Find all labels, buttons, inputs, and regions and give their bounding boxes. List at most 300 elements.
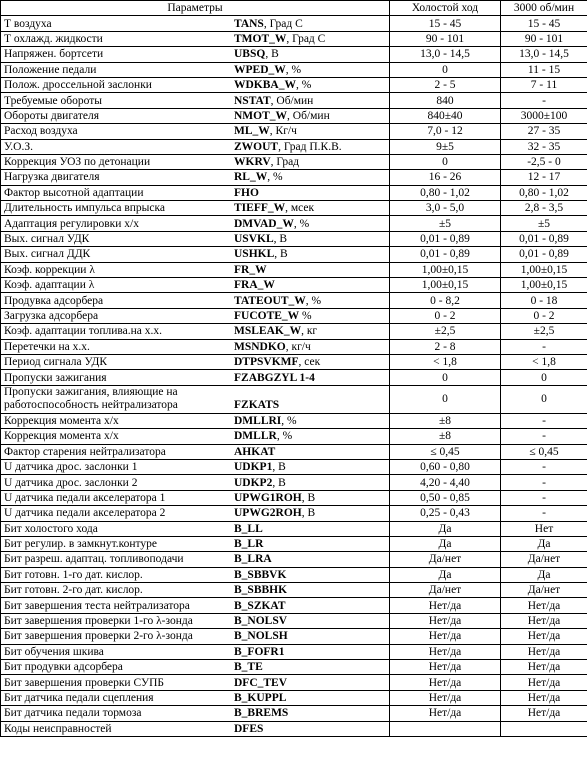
parameter-name	[4, 645, 386, 659]
idle-value: 0	[390, 154, 501, 169]
idle-value: Нет/да	[390, 598, 501, 613]
idle-value: 16 - 26	[390, 170, 501, 185]
parameter-code-block	[234, 371, 315, 385]
parameter-description: Нагрузка двигателя	[4, 171, 100, 184]
parameter-unit: %	[299, 310, 312, 322]
rpm3000-value: Нет/да	[501, 598, 587, 613]
parameter-name	[4, 32, 386, 46]
rpm3000-value: 13,0 - 14,5	[501, 47, 587, 62]
table-row	[1, 124, 587, 139]
parameter-name	[4, 140, 386, 154]
parameter-description: U датчика дрос. заслонки 2	[4, 476, 138, 489]
parameter-unit: , кг	[301, 325, 318, 338]
idle-value: 0,80 - 1,02	[390, 185, 501, 200]
parameter-description: Пропуски зажигания	[4, 371, 107, 384]
parameter-cell	[1, 47, 390, 62]
parameter-unit: , Град С	[286, 32, 326, 45]
parameter-name	[4, 537, 386, 551]
table-row	[1, 77, 587, 92]
parameter-unit: , %	[285, 63, 302, 76]
parameter-code: NMOT_W	[234, 109, 288, 122]
rpm3000-value: 1,00±0,15	[501, 262, 587, 277]
parameter-code: USHKL	[234, 248, 275, 261]
idle-value: Нет/да	[390, 690, 501, 705]
idle-value: 0 - 2	[390, 308, 501, 323]
parameter-name	[4, 522, 386, 536]
parameter-cell	[1, 490, 390, 505]
parameter-name	[4, 263, 386, 277]
parameter-name	[4, 445, 386, 459]
parameter-code-block	[234, 355, 320, 369]
parameter-code-block	[234, 63, 301, 77]
table-row	[1, 31, 587, 46]
idle-value: 840	[390, 93, 501, 108]
parameter-code-block	[234, 660, 263, 674]
parameter-cell	[1, 293, 390, 308]
parameter-code-block	[234, 17, 303, 31]
header-idle: Холостой ход	[390, 1, 501, 16]
parameter-description: Положение педали	[4, 63, 97, 76]
idle-value: 0	[390, 370, 501, 385]
parameter-code: B_NOLSH	[234, 630, 288, 643]
parameter-code-block	[234, 645, 284, 659]
rpm3000-value: 3000±100	[501, 108, 587, 123]
parameter-cell	[1, 721, 390, 736]
table-row	[1, 231, 587, 246]
parameter-name	[4, 186, 386, 200]
rpm3000-value: Нет/да	[501, 690, 587, 705]
header-parameters: Параметры	[1, 1, 390, 16]
parameter-description: Загрузка адсорбера	[4, 310, 99, 322]
parameter-cell	[1, 429, 390, 444]
parameter-cell	[1, 124, 390, 139]
idle-value: Да	[390, 521, 501, 536]
parameter-code-block	[234, 324, 317, 338]
parameter-description: У.О.З.	[4, 140, 33, 153]
parameter-code-block	[234, 691, 286, 705]
parameter-code: TANS	[234, 17, 264, 30]
parameter-code-block	[234, 568, 286, 582]
idle-value: 2 - 8	[390, 339, 501, 354]
rpm3000-value: -	[501, 93, 587, 108]
table-row	[1, 552, 587, 567]
parameter-description: Бит регулир. в замкнут.контуре	[4, 538, 158, 551]
parameter-unit: , мсек	[285, 202, 315, 215]
parameter-code: MSNDKO	[234, 340, 286, 353]
table-row	[1, 490, 587, 505]
rpm3000-value: Нет/да	[501, 675, 587, 690]
table-row	[1, 170, 587, 185]
parameter-description: Бит готовн. 1-го дат. кислор.	[4, 568, 143, 581]
parameter-code-block	[234, 506, 315, 520]
parameter-code: FHO	[234, 186, 259, 199]
parameter-unit: , В	[274, 248, 288, 261]
parameter-description: Бит датчика педали сцепления	[4, 691, 154, 704]
parameter-code-block	[234, 522, 263, 536]
parameter-cell	[1, 660, 390, 675]
table-row	[1, 201, 587, 216]
parameter-description: Перетечки на х.х.	[4, 340, 90, 353]
parameter-code-block	[234, 614, 287, 628]
idle-value: Нет/да	[390, 706, 501, 721]
parameter-code: DMLLRI	[234, 414, 282, 427]
rpm3000-value: 0,01 - 0,89	[501, 247, 587, 262]
table-row	[1, 536, 587, 551]
rpm3000-value: Нет/да	[501, 644, 587, 659]
parameter-name	[4, 170, 386, 184]
parameter-description: Длительность импульса впрыска	[4, 202, 166, 215]
table-row	[1, 721, 587, 736]
idle-value: ±8	[390, 429, 501, 444]
parameter-code: FRA_W	[234, 279, 275, 292]
parameter-code: UPWG2ROH	[234, 507, 302, 520]
rpm3000-value: 0	[501, 385, 587, 413]
parameter-code: UDKP2	[234, 476, 273, 489]
table-row	[1, 675, 587, 690]
parameter-code-block	[234, 186, 259, 200]
parameter-cell	[1, 706, 390, 721]
parameter-name	[4, 201, 386, 215]
parameter-name	[4, 232, 386, 246]
table-row	[1, 185, 587, 200]
rpm3000-value	[501, 721, 587, 736]
parameter-code-block	[234, 109, 330, 123]
parameter-unit: , Об/мин	[270, 94, 314, 107]
table-row	[1, 475, 587, 490]
parameter-code-block	[234, 429, 292, 443]
parameter-cell	[1, 339, 390, 354]
idle-value: < 1,8	[390, 354, 501, 369]
table-row	[1, 308, 587, 323]
parameter-name	[4, 429, 386, 443]
parameter-name	[4, 386, 386, 412]
rpm3000-value: Да/нет	[501, 552, 587, 567]
parameter-description: Вых. сигнал ДДК	[4, 248, 91, 261]
parameter-code-block	[234, 247, 288, 261]
parameter-code-block	[234, 217, 309, 231]
table-row	[1, 459, 587, 474]
parameter-description: Бит завершения проверки 1-го λ-зонда	[4, 615, 193, 628]
parameter-name	[4, 17, 386, 31]
rpm3000-value: 90 - 101	[501, 31, 587, 46]
parameter-name	[4, 506, 386, 520]
parameter-code: B_NOLSV	[234, 615, 288, 628]
parameter-name	[4, 247, 386, 261]
idle-value: 4,20 - 4,40	[390, 475, 501, 490]
idle-value: Нет/да	[390, 644, 501, 659]
parameter-cell	[1, 77, 390, 92]
parameter-name	[4, 722, 386, 736]
parameter-code: B_LL	[234, 522, 263, 535]
idle-value: 13,0 - 14,5	[390, 47, 501, 62]
parameter-code-block	[234, 263, 267, 277]
parameter-unit: , %	[281, 414, 297, 427]
table-row	[1, 690, 587, 705]
parameter-code: FUCOTE_W	[234, 310, 300, 322]
table-row	[1, 62, 587, 77]
parameter-code-block	[234, 278, 275, 292]
idle-value: Нет/да	[390, 613, 501, 628]
table-row	[1, 583, 587, 598]
table-row	[1, 93, 587, 108]
rpm3000-value: -	[501, 413, 587, 428]
parameter-name	[4, 340, 386, 354]
parameter-code: UDKP1	[234, 461, 273, 474]
rpm3000-value: Нет/да	[501, 706, 587, 721]
table-row	[1, 413, 587, 428]
parameter-code-block	[234, 294, 321, 308]
idle-value: 0,01 - 0,89	[390, 231, 501, 246]
parameter-description: Обороты двигателя	[4, 109, 99, 122]
table-row	[1, 613, 587, 628]
parameter-name	[4, 371, 386, 385]
table-row	[1, 354, 587, 369]
parameter-unit: , %	[305, 294, 322, 307]
idle-value: Нет/да	[390, 629, 501, 644]
parameter-description: Т воздуха	[4, 17, 52, 30]
parameter-cell	[1, 170, 390, 185]
parameter-cell	[1, 108, 390, 123]
table-row	[1, 629, 587, 644]
idle-value: 0 - 8,2	[390, 293, 501, 308]
parameter-unit: , сек	[298, 356, 321, 369]
rpm3000-value: 1,00±0,15	[501, 278, 587, 293]
parameter-code: USVKL	[234, 233, 274, 246]
parameter-code-block	[234, 155, 299, 169]
idle-value: 0,60 - 0,80	[390, 459, 501, 474]
parameter-code-block	[234, 201, 314, 215]
parameter-cell	[1, 613, 390, 628]
parameter-code: B_SBBHK	[234, 584, 288, 597]
idle-value: 9±5	[390, 139, 501, 154]
parameter-unit: , %	[295, 79, 312, 92]
parameter-code-block	[234, 629, 288, 643]
parameter-description: Коррекция момента х/х	[4, 414, 119, 427]
parameter-code: UBSQ	[234, 48, 266, 61]
parameter-name	[4, 676, 386, 690]
parameter-code: FZABGZYL 1-4	[234, 371, 315, 384]
rpm3000-value: 32 - 35	[501, 139, 587, 154]
parameter-name	[4, 124, 386, 138]
parameter-unit: , %	[267, 171, 283, 184]
parameter-cell	[1, 475, 390, 490]
table-row	[1, 660, 587, 675]
parameter-code: RL_W	[234, 171, 268, 184]
parameter-code-block	[234, 399, 279, 412]
parameter-description: Бит обучения шкива	[4, 645, 104, 658]
rpm3000-value: 12 - 17	[501, 170, 587, 185]
rpm3000-value: 2,8 - 3,5	[501, 201, 587, 216]
parameter-cell	[1, 370, 390, 385]
parameter-name	[4, 583, 386, 597]
parameter-cell	[1, 185, 390, 200]
parameter-description: Бит продувки адсорбера	[4, 661, 123, 674]
parameter-description: Напряжен. бортсети	[4, 48, 104, 61]
parameter-cell	[1, 16, 390, 31]
parameter-cell	[1, 139, 390, 154]
parameter-cell	[1, 324, 390, 339]
rpm3000-value: -	[501, 429, 587, 444]
idle-value: 1,00±0,15	[390, 262, 501, 277]
parameter-cell	[1, 247, 390, 262]
rpm3000-value: 0,01 - 0,89	[501, 231, 587, 246]
parameter-name	[4, 94, 386, 108]
parameter-cell	[1, 444, 390, 459]
parameter-name	[4, 660, 386, 674]
parameter-unit: , В	[301, 491, 316, 504]
parameter-description: Продувка адсорбера	[4, 294, 104, 307]
parameter-code: FZKATS	[234, 399, 280, 412]
parameter-name	[4, 278, 386, 292]
parameter-name	[4, 629, 386, 643]
parameter-name	[4, 552, 386, 566]
parameter-code-block	[234, 78, 311, 92]
parameter-code-block	[234, 124, 297, 138]
parameter-code-block	[234, 94, 313, 108]
table-row	[1, 108, 587, 123]
parameter-description: Бит завершения проверки 2-го λ-зонда	[4, 630, 193, 643]
parameter-unit: , В	[265, 48, 279, 61]
rpm3000-value: 27 - 35	[501, 124, 587, 139]
parameter-name	[4, 217, 386, 231]
idle-value: ±8	[390, 413, 501, 428]
parameter-code-block	[234, 340, 311, 354]
parameter-cell	[1, 598, 390, 613]
table-header-row	[1, 1, 587, 16]
table-row	[1, 444, 587, 459]
parameter-code-block	[234, 170, 283, 184]
rpm3000-value: -	[501, 475, 587, 490]
parameter-code-block	[234, 599, 286, 613]
table-row	[1, 16, 587, 31]
parameter-cell	[1, 31, 390, 46]
parameter-code: B_SZKAT	[234, 599, 286, 612]
parameter-cell	[1, 93, 390, 108]
parameter-code-block	[234, 676, 287, 690]
parameter-name	[4, 691, 386, 705]
rpm3000-value: ≤ 0,45	[501, 444, 587, 459]
table-row	[1, 506, 587, 521]
rpm3000-value: 11 - 15	[501, 62, 587, 77]
table-row	[1, 567, 587, 582]
parameter-description: U датчика педали акселератора 1	[4, 491, 166, 504]
idle-value: 15 - 45	[390, 16, 501, 31]
table-row	[1, 339, 587, 354]
idle-value: Да	[390, 536, 501, 551]
rpm3000-value: ±5	[501, 216, 587, 231]
parameter-description: Бит датчика педали тормоза	[4, 707, 142, 720]
parameter-cell	[1, 644, 390, 659]
table-row	[1, 262, 587, 277]
parameter-code: B_KUPPL	[234, 691, 287, 704]
idle-value: ±5	[390, 216, 501, 231]
parameter-cell	[1, 278, 390, 293]
parameter-name	[4, 63, 386, 77]
parameter-cell	[1, 413, 390, 428]
parameter-name	[4, 568, 386, 582]
rpm3000-value: 0	[501, 370, 587, 385]
parameter-name	[4, 309, 386, 323]
idle-value: Нет/да	[390, 675, 501, 690]
parameter-code: WKRV	[234, 156, 271, 169]
parameter-code-block	[234, 309, 312, 323]
header-3000-rpm: 3000 об/мин	[501, 1, 587, 16]
parameter-unit: , %	[276, 430, 293, 443]
parameter-cell	[1, 262, 390, 277]
parameter-name	[4, 460, 386, 474]
table-row	[1, 247, 587, 262]
rpm3000-value: Нет/да	[501, 629, 587, 644]
parameter-name	[4, 78, 386, 92]
parameter-code-block	[234, 583, 287, 597]
rpm3000-value: < 1,8	[501, 354, 587, 369]
parameter-unit: , Кг/ч	[269, 125, 297, 138]
parameter-code: B_FOFR1	[234, 645, 285, 658]
parameter-name	[4, 414, 386, 428]
parameter-code: DMLLR	[234, 430, 277, 443]
parameter-description: Полож. дроссельной заслонки	[4, 79, 152, 92]
idle-value: Да	[390, 567, 501, 582]
parameter-description: Коэф. адаптации λ	[4, 279, 95, 292]
parameter-cell	[1, 506, 390, 521]
parameter-cell	[1, 354, 390, 369]
parameter-description: Бит завершения проверки СУПБ	[4, 676, 165, 689]
parameter-description: Требуемые обороты	[4, 94, 102, 107]
parameter-description: U датчика педали акселератора 2	[4, 507, 166, 520]
rpm3000-value: Нет	[501, 521, 587, 536]
rpm3000-value: Да	[501, 536, 587, 551]
parameter-unit: , Град П.К.В.	[278, 140, 342, 153]
table-row	[1, 154, 587, 169]
rpm3000-value: -	[501, 459, 587, 474]
parameter-code: WPED_W	[234, 63, 286, 76]
rpm3000-value: ±2,5	[501, 324, 587, 339]
parameter-cell	[1, 62, 390, 77]
parameter-description: Коэф. коррекции λ	[4, 263, 95, 276]
idle-value: 2 - 5	[390, 77, 501, 92]
idle-value: 0	[390, 62, 501, 77]
parameter-code: B_BREMS	[234, 707, 289, 720]
parameter-code: FR_W	[234, 263, 267, 276]
parameter-code: WDKBA_W	[234, 79, 296, 92]
rpm3000-value: Да/нет	[501, 583, 587, 598]
parameter-description: Фактор старения нейтрализатора	[4, 445, 166, 458]
parameter-code: B_SBBVK	[234, 568, 287, 581]
parameter-description: Т охлажд. жидкости	[4, 32, 103, 45]
parameter-name	[4, 614, 386, 628]
parameter-name	[4, 599, 386, 613]
parameter-code: TIEFF_W	[234, 202, 286, 215]
idle-value: Да/нет	[390, 552, 501, 567]
parameter-description: Бит разреш. адаптац. топливоподачи	[4, 553, 184, 566]
parameter-code-block	[234, 537, 263, 551]
parameter-code-block	[234, 445, 275, 459]
parameter-code-block	[234, 232, 287, 246]
rpm3000-value: -	[501, 506, 587, 521]
rpm3000-value: Да	[501, 567, 587, 582]
table-row	[1, 324, 587, 339]
parameter-description: Расход воздуха	[4, 125, 78, 138]
idle-value: 1,00±0,15	[390, 278, 501, 293]
parameter-cell	[1, 675, 390, 690]
parameter-description: Фактор высотной адаптации	[4, 186, 144, 199]
parameter-cell	[1, 385, 390, 413]
rpm3000-value: 0 - 18	[501, 293, 587, 308]
table-row	[1, 293, 587, 308]
parameter-description: Коррекция УОЗ по детонации	[4, 156, 151, 169]
parameter-code: ZWOUT	[234, 140, 279, 153]
rpm3000-value: -	[501, 339, 587, 354]
